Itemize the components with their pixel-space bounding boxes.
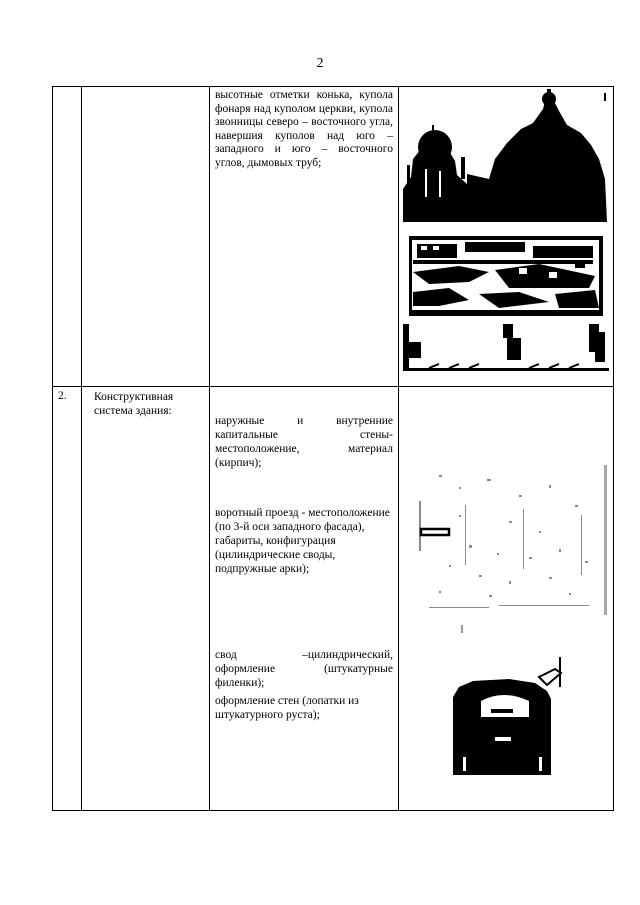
row-images-cell <box>399 87 614 387</box>
aerial-view-photo <box>399 236 613 320</box>
row-images-cell <box>399 387 614 811</box>
building-base-photo <box>399 324 613 374</box>
page-number: 2 <box>316 56 324 71</box>
row-description-cell <box>210 387 399 811</box>
row-number-cell: 2. <box>53 387 82 811</box>
description-item: воротный проезд - местоположение (по 3-й оси западного фасада), габариты, конфигурация (цилиндрические своды, подпружные арки); <box>215 507 390 575</box>
church-domes-photo <box>399 89 613 224</box>
row-label-cell: Конструктивная система здания: <box>82 387 210 811</box>
row-number-cell <box>53 87 82 387</box>
description-text: высотные отметки конька, купола фонаря над куполом церкви, купола звонницы северо – восточного угла, навершия куполов над юго – западного и юго – восточного углов, дымовых труб; <box>215 89 393 169</box>
description-item: свод –цилиндрический, оформление (штукатурные филенки); <box>215 649 393 689</box>
description-item: оформление стен (лопатки из штукатурного руста); <box>215 695 359 721</box>
row-description-cell <box>210 87 399 387</box>
table-row <box>53 87 614 387</box>
table-row <box>53 387 614 811</box>
description-item: наружные и внутренние капитальные стены- местоположение, материал (кирпич); <box>215 415 393 469</box>
gate-passage-photo <box>399 465 613 635</box>
row-label-cell <box>82 87 210 387</box>
monument-subject-table <box>52 86 614 811</box>
vault-interior-photo <box>399 657 613 777</box>
